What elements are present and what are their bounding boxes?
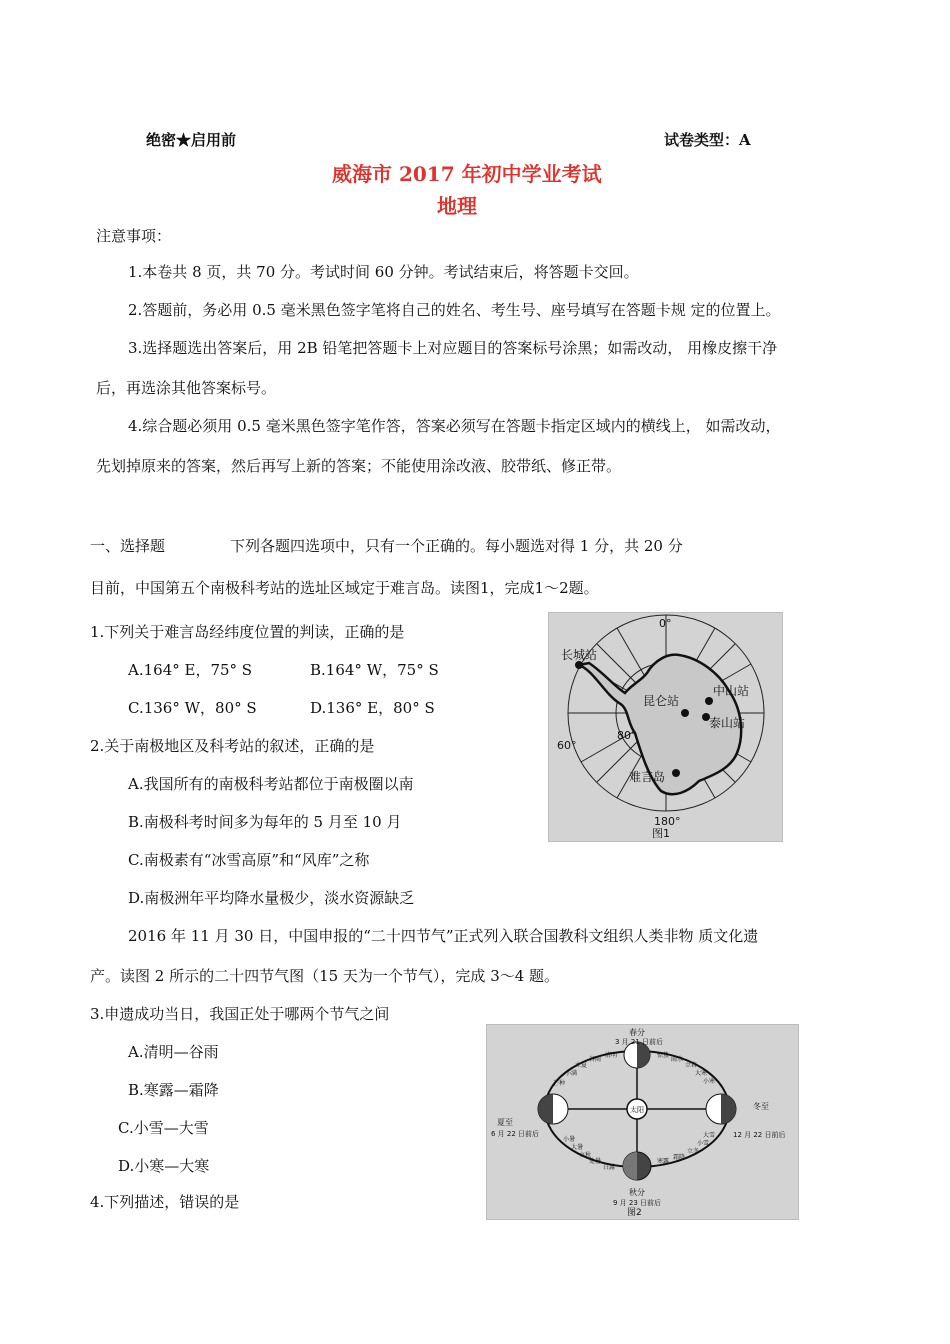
- label-changcheng: 长城站: [561, 648, 598, 662]
- label-xiaoshu: 小暑: [563, 1136, 576, 1143]
- label-dashu: 大暑: [571, 1144, 584, 1151]
- zhongshan-station-dot: [705, 697, 713, 705]
- section-label: 一、选择题: [90, 537, 166, 555]
- secret-label: 绝密★启用前: [146, 131, 237, 149]
- q1-stem: 1.下列关于难言岛经纬度位置的判读，正确的是: [90, 623, 405, 641]
- exam-title: 威海市 2017 年初中学业考试: [332, 162, 602, 186]
- q2-option-a: A.我国所有的南极科考站都位于南极圈以南: [128, 775, 414, 793]
- label-liqiu: 立秋: [579, 1152, 592, 1159]
- q1-option-d: D.136° E，80° S: [310, 699, 435, 717]
- q4-stem: 4.下列描述，错误的是: [90, 1193, 240, 1211]
- label-qingming: 清明: [605, 1052, 618, 1059]
- label-winter: 冬至: [753, 1102, 769, 1111]
- label-zhongshan: 中山站: [713, 684, 750, 698]
- notes-heading: 注意事项：: [96, 227, 172, 245]
- section-desc: 下列各题四选项中，只有一个正确的。每小题选对得 1 分，共 20 分: [230, 537, 683, 555]
- q3-option-b: B.寒露—霜降: [128, 1081, 219, 1099]
- figure-2-caption: 图2: [627, 1208, 642, 1218]
- figure-1-antarctica-map: [548, 612, 783, 842]
- paper-type-label: 试卷类型：A: [664, 131, 751, 149]
- label-shuangjiang: 霜降: [673, 1154, 686, 1161]
- note-3b: 后，再选涂其他答案标号。: [96, 379, 277, 397]
- label-nanyan: 难言岛: [629, 770, 666, 784]
- label-xiaoxue: 小雪: [697, 1140, 710, 1147]
- note-3a: 3.选择题选出答案后，用 2B 铅笔把答题卡上对应题目的答案标号涂黑；如需改动， 用橡皮擦干净: [128, 339, 778, 357]
- q2-option-c: C.南极素有“冰雪高原”和“风库”之称: [128, 851, 370, 869]
- intro-q3-4b: 产。读图 2 所示的二十四节气图（15 天为一个节气），完成 3～4 题。: [90, 967, 560, 985]
- figure-2-solar-terms: [486, 1024, 799, 1220]
- label-lichun: 立春: [685, 1062, 698, 1069]
- label-yushui: 雨水: [671, 1056, 684, 1063]
- nanyan-island-dot: [672, 769, 680, 777]
- kunlun-station-dot: [681, 709, 689, 717]
- label-winter-date: 12 月 22 日前后: [733, 1131, 786, 1139]
- note-1: 1.本卷共 8 页，共 70 分。考试时间 60 分钟。考试结束后，将答题卡交回。: [128, 263, 639, 281]
- q3-option-d: D.小寒—大寒: [118, 1157, 210, 1175]
- label-kunlun: 昆仑站: [643, 694, 680, 708]
- label-dahan: 大寒: [695, 1070, 708, 1077]
- label-spring-date: 3 月 21 日前后: [615, 1038, 664, 1046]
- note-4a: 4.综合题必须用 0.5 毫米黑色签字笔作答，答案必须写在答题卡指定区域内的横线上， 如需改动，: [128, 417, 781, 435]
- label-80deg: 80°: [617, 729, 637, 742]
- label-spring: 春分: [629, 1028, 645, 1037]
- q2-stem: 2.关于南极地区及科考站的叙述，正确的是: [90, 737, 375, 755]
- q2-option-b: B.南极科考时间多为每年的 5 月至 10 月: [128, 813, 402, 831]
- label-jingzhe: 惊蛰: [657, 1052, 670, 1059]
- figure-1-caption: 图1: [652, 827, 670, 840]
- subject-title: 地理: [437, 194, 477, 218]
- q3-option-a: A.清明—谷雨: [128, 1043, 219, 1061]
- label-hanlu: 寒露: [657, 1158, 670, 1165]
- label-bailu: 白露: [603, 1164, 616, 1171]
- label-xiaoman: 小满: [565, 1070, 578, 1077]
- q1-option-c: C.136° W，80° S: [128, 699, 257, 717]
- label-chushu: 处暑: [589, 1158, 602, 1165]
- label-taishan: 泰山站: [709, 716, 746, 730]
- note-4b: 先划掉原来的答案，然后再写上新的答案；不能使用涂改液、胶带纸、修正带。: [96, 457, 622, 475]
- label-180deg: 180°: [654, 815, 681, 828]
- q1-option-b: B.164° W，75° S: [310, 661, 439, 679]
- label-lidong: 立冬: [687, 1148, 700, 1155]
- note-2: 2.答题前，务必用 0.5 毫米黑色签字笔将自己的姓名、考生号、座号填写在答题卡规 定的位置上。: [128, 301, 781, 319]
- label-summer-date: 6 月 22 日前后: [491, 1130, 540, 1138]
- q1-option-a: A.164° E，75° S: [128, 661, 253, 679]
- label-summer: 夏至: [497, 1118, 513, 1127]
- label-autumn-date: 9 月 23 日前后: [613, 1199, 662, 1207]
- label-guyu: 谷雨: [589, 1056, 602, 1063]
- label-mangzhong: 芒种: [553, 1080, 566, 1087]
- q3-stem: 3.申遗成功当日，我国正处于哪两个节气之间: [90, 1005, 390, 1023]
- q2-option-d: D.南极洲年平均降水量极少，淡水资源缺乏: [128, 889, 415, 907]
- changcheng-station-dot: [575, 661, 583, 669]
- label-xiaohan: 小寒: [703, 1078, 716, 1085]
- label-60deg: 60°: [557, 739, 577, 752]
- label-0deg: 0°: [659, 617, 672, 630]
- q3-option-c: C.小雪—大雪: [118, 1119, 209, 1137]
- label-sun: 太阳: [630, 1106, 644, 1114]
- earth-autumn-icon: [623, 1152, 651, 1180]
- label-lixia: 立夏: [575, 1062, 588, 1069]
- label-autumn: 秋分: [629, 1188, 645, 1197]
- label-daxue: 大雪: [703, 1132, 716, 1139]
- earth-summer-icon: [538, 1094, 568, 1124]
- earth-winter-icon: [706, 1094, 736, 1124]
- intro-q3-4a: 2016 年 11 月 30 日，中国申报的“二十四节气”正式列入联合国教科文组织人类非物 质文化遗: [128, 927, 759, 945]
- intro-q1-2: 目前，中国第五个南极科考站的选址区域定于难言岛。读图1，完成1～2题。: [90, 579, 599, 597]
